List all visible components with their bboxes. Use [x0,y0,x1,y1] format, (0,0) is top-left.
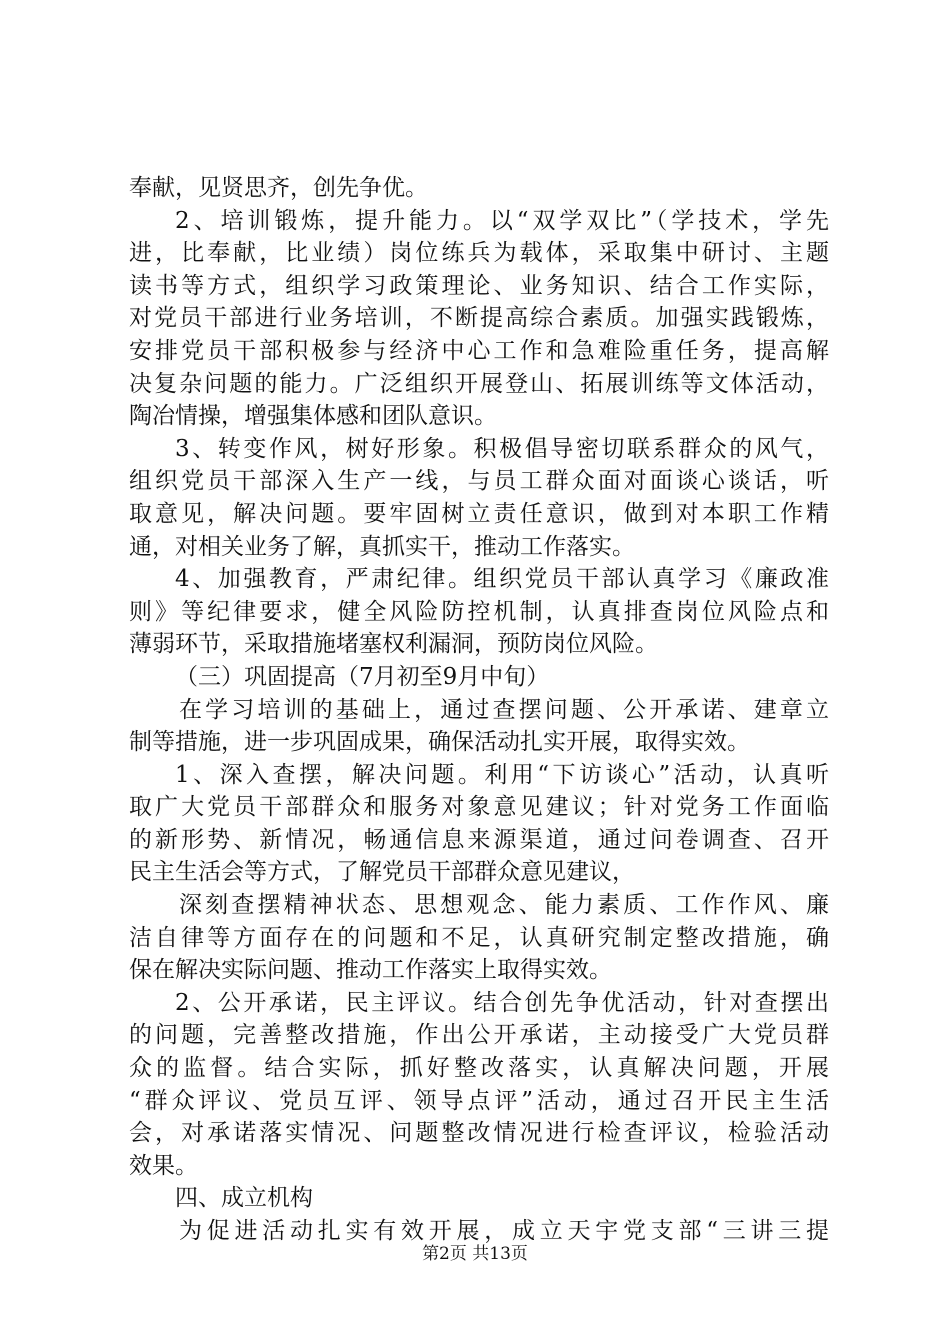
text-line: 四、成立机构 [175,1185,313,1212]
text-line: 陶冶情操，增强集体感和团队意识。 [129,403,497,430]
text-line: 取广大党员干部群众和服务对象意见建议；针对党务工作面临 [129,794,829,821]
text-line: 读书等方式，组织学习政策理论、业务知识、结合工作实际， [129,272,829,299]
text-line: 决复杂问题的能力。广泛组织开展登山、拓展训练等文体活动， [129,370,829,397]
text-line: “群众评议、党员互评、领导点评”活动，通过召开民主生活 [129,1087,829,1114]
text-line: 2、公开承诺，民主评议。结合创先争优活动，针对查摆出 [175,989,829,1016]
text-line: 则》等纪律要求，健全风险防控机制，认真排查岗位风险点和 [129,598,829,625]
text-line: 薄弱环节，采取措施堵塞权利漏洞，预防岗位风险。 [129,631,658,658]
text-line: 进，比奉献，比业绩）岗位练兵为载体，采取集中研讨、主题 [129,240,829,267]
page-footer: 第2页 共13页 [422,1244,528,1264]
text-line: 通，对相关业务了解，真抓实干，推动工作落实。 [129,533,635,560]
text-line: 保在解决实际问题、推动工作落实上取得实效。 [129,957,612,984]
text-line: 2、培训锻炼，提升能力。以“双学双比”（学技术，学先 [175,207,829,234]
text-line: 众的监督。结合实际，抓好整改落实，认真解决问题，开展 [129,1055,829,1082]
text-line: 组织党员干部深入生产一线，与员工群众面对面谈心谈话，听 [129,468,829,495]
text-line: （三）巩固提高（7月初至9月中旬） [175,663,550,690]
text-line: 制等措施，进一步巩固成果，确保活动扎实开展，取得实效。 [129,729,750,756]
text-line: 取意见，解决问题。要牢固树立责任意识，做到对本职工作精 [129,500,829,527]
text-line: 深刻查摆精神状态、思想观念、能力素质、工作作风、廉 [179,892,829,919]
text-line: 3、转变作风，树好形象。积极倡导密切联系群众的风气， [175,435,829,462]
text-line: 民主生活会等方式，了解党员干部群众意见建议， [129,859,635,886]
text-line: 会，对承诺落实情况、问题整改情况进行检查评议，检验活动 [129,1120,829,1147]
text-line: 对党员干部进行业务培训，不断提高综合素质。加强实践锻炼， [129,305,829,332]
text-line: 1、深入查摆，解决问题。利用“下访谈心”活动，认真听 [175,761,829,788]
text-line: 为促进活动扎实有效开展，成立天宇党支部“三讲三提 [179,1218,829,1244]
text-line: 的问题，完善整改措施，作出公开承诺，主动接受广大党员群 [129,1022,829,1049]
text-line: 洁自律等方面存在的问题和不足，认真研究制定整改措施，确 [129,924,829,951]
text-line: 的新形势、新情况，畅通信息来源渠道，通过问卷调查、召开 [129,826,829,853]
text-line: 4、加强教育，严肃纪律。组织党员干部认真学习《廉政准 [175,566,829,593]
text-line: 在学习培训的基础上，通过查摆问题、公开承诺、建章立 [179,696,829,723]
document-body [129,172,829,1248]
text-line: 效果。 [129,1152,198,1179]
text-line: 安排党员干部积极参与经济中心工作和急难险重任务，提高解 [129,337,829,364]
text-line: 奉献，见贤思齐，创先争优。 [129,175,428,201]
